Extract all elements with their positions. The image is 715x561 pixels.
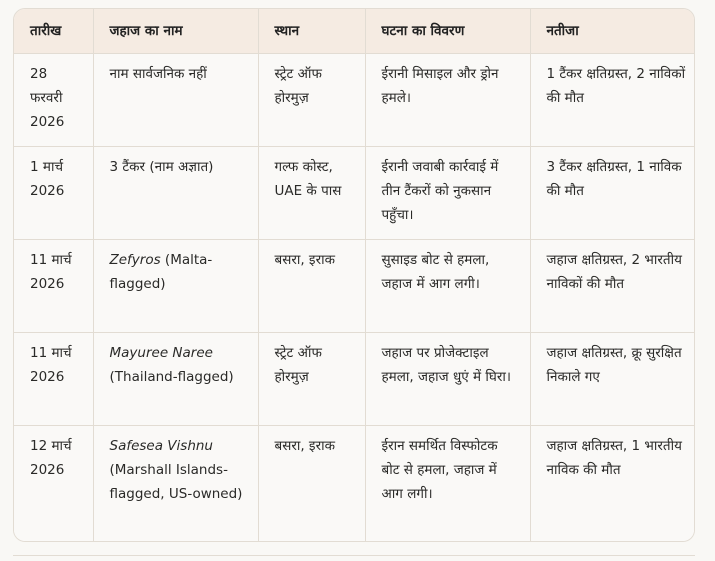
table-row <box>14 239 695 332</box>
table-row <box>14 53 695 146</box>
cell-result: जहाज क्षतिग्रस्त, 2 भारतीय नाविकों की मौत <box>530 239 695 332</box>
cell-location: स्ट्रेट ऑफ होरमुज़ <box>258 53 365 146</box>
ship-note: (Marshall Islands-flagged, US-owned) <box>109 461 243 502</box>
cell-description: जहाज पर प्रोजेक्टाइल हमला, जहाज धुएं में घिरा। <box>365 332 530 425</box>
header-description: घटना का विवरण <box>365 9 530 53</box>
table-row <box>14 332 695 425</box>
cell-result: जहाज क्षतिग्रस्त, क्रू सुरक्षित निकाले गए <box>530 332 695 425</box>
header-result: नतीजा <box>530 9 695 53</box>
cell-description: ईरानी जवाबी कार्रवाई में तीन टैंकरों को नुकसान पहुँचा। <box>365 146 530 239</box>
cell-date: 11 मार्च 2026 <box>14 239 93 332</box>
header-location: स्थान <box>258 9 365 53</box>
cell-date: 28 फरवरी 2026 <box>14 53 93 146</box>
ship-note: नाम सार्वजनिक नहीं <box>109 65 207 82</box>
ship-note: (Thailand-flagged) <box>109 368 234 385</box>
table-row <box>14 146 695 239</box>
ship-note: 3 टैंकर (नाम अज्ञात) <box>109 158 214 175</box>
cell-date: 11 मार्च 2026 <box>14 332 93 425</box>
header-row <box>14 9 695 53</box>
cell-result: जहाज क्षतिग्रस्त, 1 भारतीय नाविक की मौत <box>530 425 695 542</box>
cell-location: स्ट्रेट ऑफ होरमुज़ <box>258 332 365 425</box>
incident-table-container <box>13 8 695 542</box>
cell-result: 1 टैंकर क्षतिग्रस्त, 2 नाविकों की मौत <box>530 53 695 146</box>
table-row <box>14 425 695 542</box>
cell-description: सुसाइड बोट से हमला, जहाज में आग लगी। <box>365 239 530 332</box>
cell-description: ईरानी मिसाइल और ड्रोन हमले। <box>365 53 530 146</box>
bottom-divider <box>13 555 695 556</box>
ship-note: (Malta-flagged) <box>109 251 213 292</box>
ship-name: Zefyros <box>109 251 161 268</box>
incident-table <box>14 9 695 542</box>
cell-ship-name <box>93 425 258 542</box>
cell-date: 12 मार्च 2026 <box>14 425 93 542</box>
cell-date: 1 मार्च 2026 <box>14 146 93 239</box>
cell-description: ईरान समर्थित विस्फोटक बोट से हमला, जहाज में आग लगी। <box>365 425 530 542</box>
cell-location: बसरा, इराक <box>258 239 365 332</box>
ship-name: Safesea Vishnu <box>109 437 213 454</box>
header-date: तारीख <box>14 9 93 53</box>
cell-result: 3 टैंकर क्षतिग्रस्त, 1 नाविक की मौत <box>530 146 695 239</box>
table-header <box>14 9 695 53</box>
cell-location: गल्फ कोस्ट, UAE के पास <box>258 146 365 239</box>
header-ship-name: जहाज का नाम <box>93 9 258 53</box>
cell-ship-name <box>93 146 258 239</box>
cell-ship-name <box>93 53 258 146</box>
cell-ship-name <box>93 239 258 332</box>
ship-name: Mayuree Naree <box>109 344 213 361</box>
cell-location: बसरा, इराक <box>258 425 365 542</box>
table-body <box>14 53 695 542</box>
cell-ship-name <box>93 332 258 425</box>
